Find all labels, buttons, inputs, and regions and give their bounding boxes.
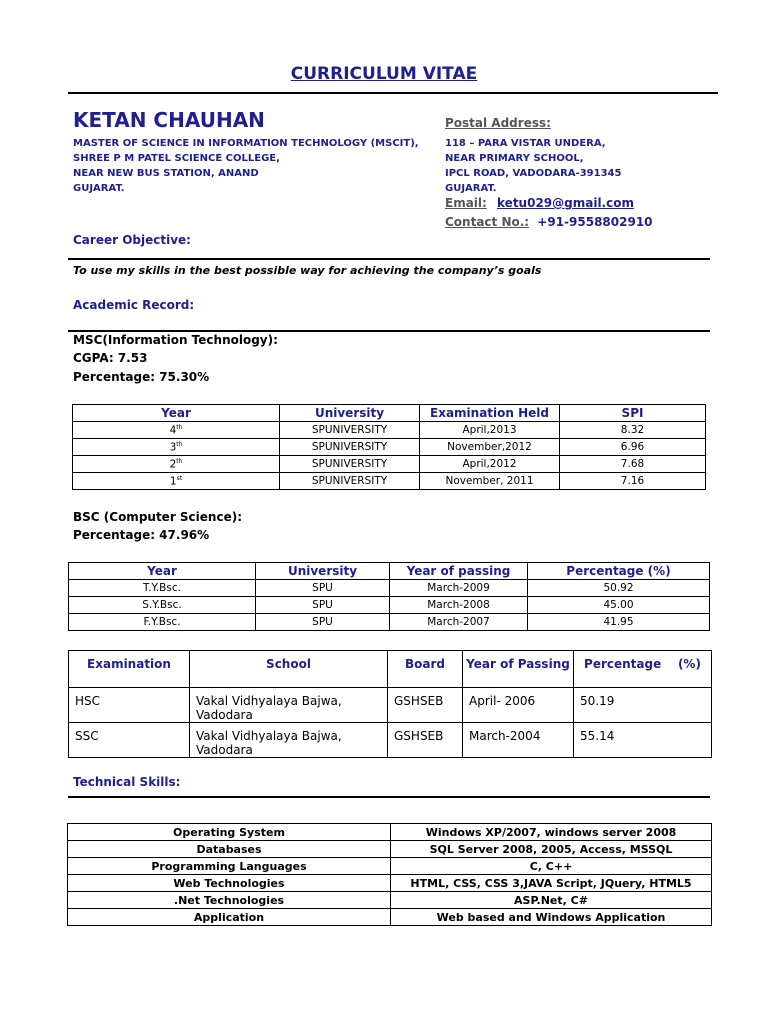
skill-value: Windows XP/2007, windows server 2008 xyxy=(391,824,712,841)
column-header: SPI xyxy=(560,405,706,422)
year-cell: 4th xyxy=(73,422,280,439)
year-cell: 1st xyxy=(73,473,280,490)
skill-value: SQL Server 2008, 2005, Access, MSSQL xyxy=(391,841,712,858)
academic-record-heading: Academic Record: xyxy=(73,298,195,312)
table-row xyxy=(69,614,710,631)
email-label: Email: xyxy=(445,196,487,210)
left-address-line: GUJARAT. xyxy=(73,183,125,194)
table-cell: 50.92 xyxy=(528,580,710,597)
table-cell: SSC xyxy=(69,723,190,758)
contact-row xyxy=(445,215,653,229)
table-row xyxy=(68,892,712,909)
table-cell: 45.00 xyxy=(528,597,710,614)
table-row xyxy=(68,858,712,875)
table-row xyxy=(69,688,712,723)
column-header: University xyxy=(256,563,390,580)
candidate-name: KETAN CHAUHAN xyxy=(73,108,265,132)
skill-value: Web based and Windows Application xyxy=(391,909,712,926)
year-cell: 2th xyxy=(73,456,280,473)
table-row xyxy=(68,909,712,926)
table-cell: SPU xyxy=(256,597,390,614)
university-cell: SPUNIVERSITY xyxy=(280,473,420,490)
postal-address-label: Postal Address: xyxy=(445,116,551,130)
column-header: Year of passing xyxy=(390,563,528,580)
academic-divider xyxy=(68,330,710,332)
table-cell: April- 2006 xyxy=(463,688,574,723)
table-cell: F.Y.Bsc. xyxy=(69,614,256,631)
table-row xyxy=(68,824,712,841)
table-cell: SPU xyxy=(256,580,390,597)
technical-skills-heading: Technical Skills: xyxy=(73,775,181,789)
spi-cell: 7.68 xyxy=(560,456,706,473)
exam-cell: November, 2011 xyxy=(420,473,560,490)
postal-address-line: GUJARAT. xyxy=(445,183,497,194)
postal-address-line: IPCL ROAD, VADODARA-391345 xyxy=(445,168,622,179)
skill-value: C, C++ xyxy=(391,858,712,875)
table-cell: Vakal Vidhyalaya Bajwa, Vadodara xyxy=(190,723,388,758)
spi-cell: 7.16 xyxy=(560,473,706,490)
skill-category: Databases xyxy=(68,841,391,858)
bsc-heading: BSC (Computer Science): xyxy=(73,510,243,524)
skill-value: HTML, CSS, CSS 3,JAVA Script, JQuery, HTML5 xyxy=(391,875,712,892)
spi-cell: 8.32 xyxy=(560,422,706,439)
bsc-percentage: Percentage: 47.96% xyxy=(73,528,210,542)
skills-table xyxy=(67,823,712,926)
postal-address-line: 118 – PARA VISTAR UNDERA, xyxy=(445,138,606,149)
exam-cell: April,2012 xyxy=(420,456,560,473)
table-header-row xyxy=(73,405,706,422)
table-row xyxy=(69,580,710,597)
msc-cgpa: CGPA: 7.53 xyxy=(73,351,148,365)
university-cell: SPUNIVERSITY xyxy=(280,439,420,456)
bsc-table xyxy=(68,562,710,631)
email-row xyxy=(445,196,634,210)
postal-address-block xyxy=(445,136,621,196)
table-cell: 41.95 xyxy=(528,614,710,631)
table-cell: S.Y.Bsc. xyxy=(69,597,256,614)
msc-table xyxy=(72,404,706,490)
table-row xyxy=(68,875,712,892)
table-cell: Vakal Vidhyalaya Bajwa, Vadodara xyxy=(190,688,388,723)
msc-percentage: Percentage: 75.30% xyxy=(73,370,210,384)
career-objective-text: To use my skills in the best possible way for achieving the company’s goals xyxy=(73,264,542,277)
skill-category: Operating System xyxy=(68,824,391,841)
table-row xyxy=(69,723,712,758)
msc-heading: MSC(Information Technology): xyxy=(73,333,278,347)
document-title: CURRICULUM VITAE xyxy=(290,64,478,84)
left-address-line: SHREE P M PATEL SCIENCE COLLEGE, xyxy=(73,153,280,164)
left-address-line: MASTER OF SCIENCE IN INFORMATION TECHNOLOGY (MSCIT), xyxy=(73,138,419,149)
table-row xyxy=(73,439,706,456)
table-row xyxy=(69,597,710,614)
university-cell: SPUNIVERSITY xyxy=(280,422,420,439)
column-header: Year xyxy=(69,563,256,580)
table-row xyxy=(73,422,706,439)
table-cell: March-2009 xyxy=(390,580,528,597)
skill-category: Application xyxy=(68,909,391,926)
skill-category: Programming Languages xyxy=(68,858,391,875)
exam-cell: April,2013 xyxy=(420,422,560,439)
skill-category: Web Technologies xyxy=(68,875,391,892)
column-header: Percentage (%) xyxy=(528,563,710,580)
column-header: Examination xyxy=(69,651,190,688)
table-cell: 50.19 xyxy=(574,688,712,723)
career-objective-heading: Career Objective: xyxy=(73,233,191,247)
table-header-row xyxy=(69,563,710,580)
table-row xyxy=(73,473,706,490)
exam-cell: November,2012 xyxy=(420,439,560,456)
technical-divider xyxy=(68,796,710,798)
table-row xyxy=(68,841,712,858)
title-divider xyxy=(68,92,718,94)
skill-category: .Net Technologies xyxy=(68,892,391,909)
column-header: School xyxy=(190,651,388,688)
column-header: University xyxy=(280,405,420,422)
column-header: Year xyxy=(73,405,280,422)
column-header: Board xyxy=(388,651,463,688)
spi-cell: 6.96 xyxy=(560,439,706,456)
postal-address-line: NEAR PRIMARY SCHOOL, xyxy=(445,153,584,164)
table-cell: GSHSEB xyxy=(388,688,463,723)
table-cell: 55.14 xyxy=(574,723,712,758)
table-cell: March-2008 xyxy=(390,597,528,614)
table-header-row xyxy=(69,651,712,688)
table-cell: March-2004 xyxy=(463,723,574,758)
left-address-line: NEAR NEW BUS STATION, ANAND xyxy=(73,168,259,179)
school-table xyxy=(68,650,712,758)
column-header: Percentage (%) xyxy=(574,651,712,688)
column-header: Examination Held xyxy=(420,405,560,422)
left-address-block xyxy=(73,136,419,196)
university-cell: SPUNIVERSITY xyxy=(280,456,420,473)
contact-label: Contact No.: xyxy=(445,215,530,229)
table-cell: HSC xyxy=(69,688,190,723)
email-link[interactable]: ketu029@gmail.com xyxy=(497,196,634,210)
skill-value: ASP.Net, C# xyxy=(391,892,712,909)
table-cell: March-2007 xyxy=(390,614,528,631)
table-cell: GSHSEB xyxy=(388,723,463,758)
table-cell: SPU xyxy=(256,614,390,631)
column-header: Year of Passing xyxy=(463,651,574,688)
table-cell: T.Y.Bsc. xyxy=(69,580,256,597)
contact-number: +91-9558802910 xyxy=(537,215,653,229)
career-divider xyxy=(68,258,710,260)
table-row xyxy=(73,456,706,473)
year-cell: 3th xyxy=(73,439,280,456)
